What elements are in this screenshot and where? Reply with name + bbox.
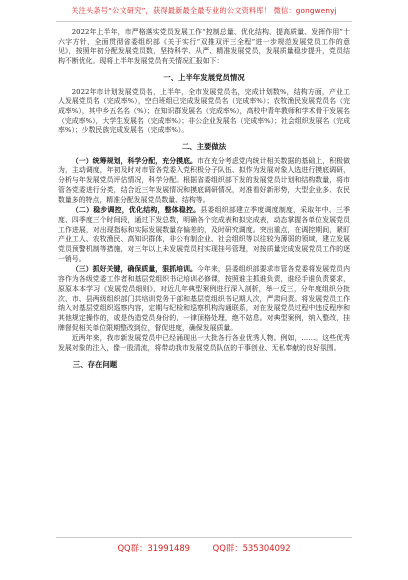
practice-paragraph-1 bbox=[58, 157, 350, 206]
footer-bar bbox=[0, 542, 408, 556]
intro-paragraph: 2022年上半年，市严格落实党员发展工作“控制总量、优化结构、提高质量、发挥作用”十六字方针，全面贯彻省委组织部《关于实行“双推双评三全程”进一步规范发展党员工作的意见》，按照年初分配发展党员数，坚持科学、从严、精准发展党员，发展质量稳步提升，党员结构不断优化。现将上半年发展党员有关情况汇报如下： bbox=[58, 28, 350, 66]
promo-banner: 关注头条号“公文研究”，获得最新最全最专业的公文资料库！ 微信：gongwenyj bbox=[71, 6, 337, 15]
practice-paragraph-2 bbox=[58, 206, 350, 264]
practice-3-lead: （三）抓好关键，确保质量，狠抓培训。 bbox=[71, 265, 198, 274]
practice-paragraph-3 bbox=[58, 265, 350, 333]
section-heading-3: 三、存在问题 bbox=[72, 359, 118, 369]
practice-1-body: 市在充分考虑党内统计相关数据的基础上，积极做为，主动调度，年初及时对市管各党委入党积极分子队伍、拟作为发展对象人选进行摸底调研，分析与年发展党员评估情况，科学分配。根据省委组织部下发的发展党员计划和结构数量，将市管各党委进行分类，结合近三年发展情况和摸底调研情况，对准看好新形势，大型企业多、农民数量多的特点，精准分配发展党员数量、结构等。 bbox=[58, 156, 350, 204]
section-1-paragraph: 2022年市计划发展党员名，上半年，全市发展党员名，完成计划数%，结构方面，产业工人发展党员名（完成率%），空白班组已完成发展党员名（完成率%）；农牧渔民发展党员名（完成率%），其中乡五名名（%）；在知识群发展名（完成率%），高校中青年教师和学术骨干发展名（完成率%），大学生发展名（完成率%）；非公企业发展名（完成率%）；社会组织发展名（完成率%）；少数民族完成发展名（完成率%）。 bbox=[58, 87, 350, 135]
header-bar bbox=[0, 0, 408, 22]
summary-paragraph: 近两年来，我市新发展党员中已经涌现出一大批各行各业优秀人物。例如，……。这些优秀发展对象的注入，像一股清流，将带动我市发展党员队伍的干事创业、无私奉献的良好氛围。 bbox=[58, 334, 350, 353]
footer-divider bbox=[56, 537, 352, 538]
qq-group-1: QQ群：31991489 bbox=[117, 543, 190, 553]
header-divider bbox=[56, 21, 352, 22]
section-heading-2: 二、主要做法 bbox=[181, 142, 227, 152]
section-heading-1: 一、上半年发展党员情况 bbox=[163, 72, 245, 82]
document-body bbox=[58, 28, 350, 533]
practice-2-body: 县委组织部建立季度调度制度，采取年中、三季度、四季度三个时间段，通过下发总数，明确各个完成表和拟完成表，动态掌握各单位发展党员工作进展，对出现指标和实际发展数量存偏差的，及时研究调度。突出重点，在调控期间，紧盯产业工人、农牧渔民、高知识群体，非公有制企业、社会组织等以往较为薄弱的领域，建立发展党员预警机制等措施，对三年以上未发展党员村实现挂号管理，对按质量完成发展党员工作的逐一销号。 bbox=[58, 206, 350, 263]
qq-group-2: QQ群：535304092 bbox=[212, 543, 291, 553]
practice-1-lead: （一）统筹规划，科学分配，充分摸底。 bbox=[71, 156, 198, 165]
practice-3-body: 今年来，县委组织部要求市管各党委将发展党员内容作为各级党委工作者和基层党组织书记培训必修课，按照谁主抓谁负责，谁经手谁负责要求，原原本本学习《发展党员细则》，对近几年典型案例进行深入剖析，举一反三，分年度组织分批次、市、县两级组织部门共培训党务干部和基层党组织书记期人次，严肃问责。将发展党员工作纳入对基层党组织巡察内容，定期与纪检和巡察机构沟通联系，对在发展党员过程中违反程序和其他规定操作的，或是伪造党员身份的，一律顶格处理，绝不姑息。对典型案例，纳入整改，挂牌督促相关单位限期整改到位，督促进度，确保发展质量。 bbox=[58, 265, 350, 332]
practice-2-lead: （二）稳步调控，优化结构，整体稳控。 bbox=[71, 206, 201, 215]
